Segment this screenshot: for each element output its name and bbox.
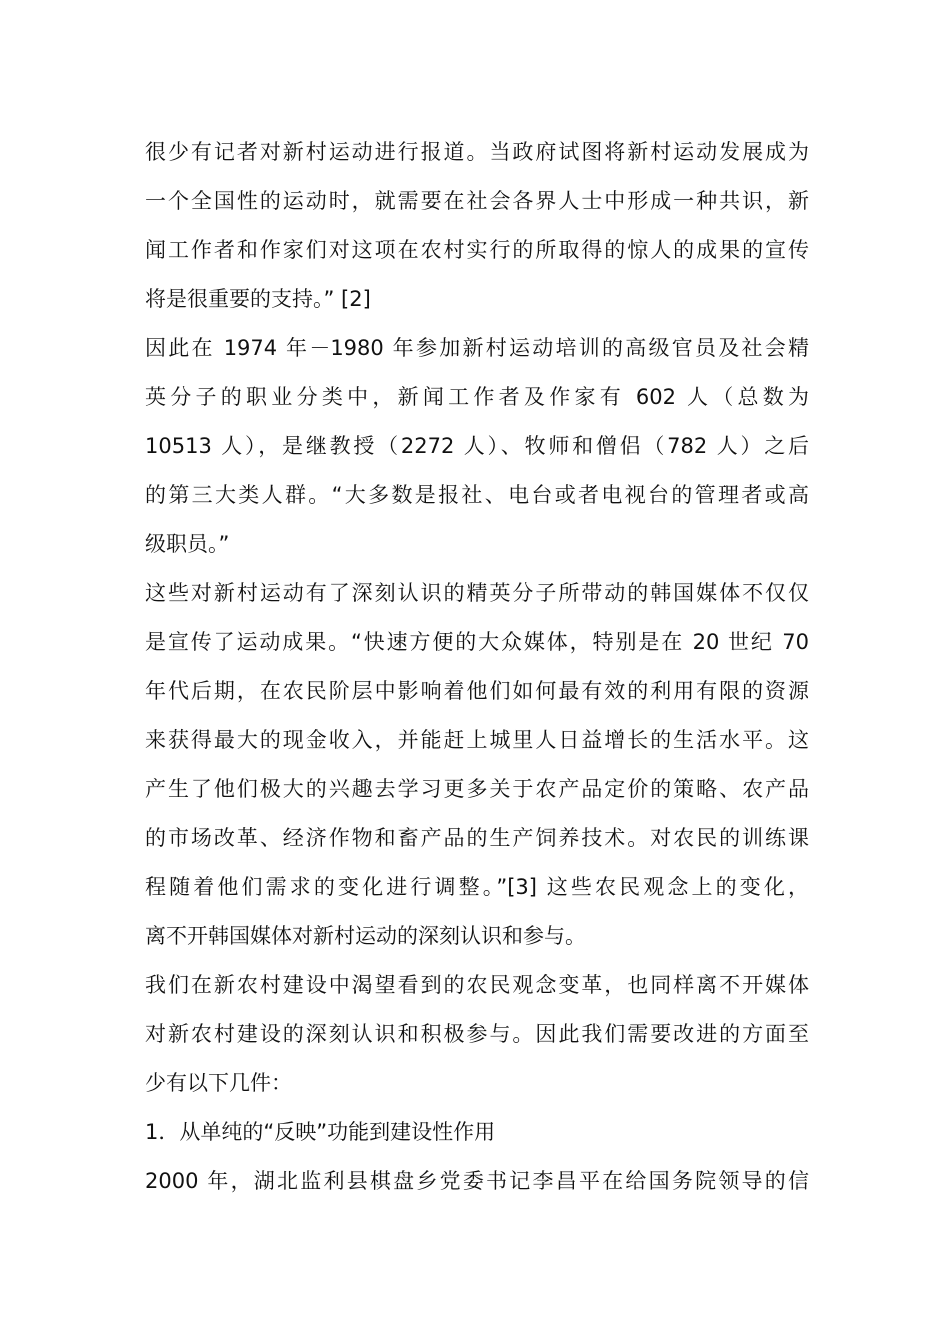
text-line: 来获得最大的现金收入，并能赶上城里人日益增长的生活水平。这 xyxy=(145,728,809,752)
text-line: 将是很重要的支持。” [2] xyxy=(145,287,371,311)
text-line: 对新农村建设的深刻认识和积极参与。因此我们需要改进的方面至 xyxy=(145,1022,809,1046)
text-line: 这些对新村运动有了深刻认识的精英分子所带动的韩国媒体不仅仅 xyxy=(145,581,809,605)
text-line: 闻工作者和作家们对这项在农村实行的所取得的惊人的成果的宣传 xyxy=(145,238,809,262)
section-heading: 1．从单纯的“反映”功能到建设性作用 xyxy=(145,1120,496,1144)
text-line: 级职员。” xyxy=(145,532,230,556)
text-line: 是宣传了运动成果。“快速方便的大众媒体，特别是在 20 世纪 70 xyxy=(145,630,809,654)
text-line: 离不开韩国媒体对新村运动的深刻认识和参与。 xyxy=(145,924,586,948)
text-line: 因此在 1974 年－1980 年参加新村运动培训的高级官员及社会精 xyxy=(145,336,809,360)
text-line: 年代后期，在农民阶层中影响着他们如何最有效的利用有限的资源 xyxy=(145,679,809,703)
text-line: 程随着他们需求的变化进行调整。”[3] 这些农民观念上的变化， xyxy=(145,875,809,899)
text-line: 10513 人），是继教授（2272 人）、牧师和僧侣（782 人）之后 xyxy=(145,434,809,458)
text-line: 产生了他们极大的兴趣去学习更多关于农产品定价的策略、农产品 xyxy=(145,777,809,801)
text-line: 我们在新农村建设中渴望看到的农民观念变革，也同样离不开媒体 xyxy=(145,973,809,997)
document-body xyxy=(145,128,809,1206)
text-line: 少有以下几件： xyxy=(145,1071,292,1095)
text-line: 英分子的职业分类中，新闻工作者及作家有 602 人（总数为 xyxy=(145,385,809,409)
text-line: 2000 年，湖北监利县棋盘乡党委书记李昌平在给国务院领导的信 xyxy=(145,1169,809,1193)
text-line: 一个全国性的运动时，就需要在社会各界人士中形成一种共识，新 xyxy=(145,189,809,213)
text-line: 很少有记者对新村运动进行报道。当政府试图将新村运动发展成为 xyxy=(145,140,809,164)
text-line: 的第三大类人群。“大多数是报社、电台或者电视台的管理者或高 xyxy=(145,483,809,507)
text-line: 的市场改革、经济作物和畜产品的生产饲养技术。对农民的训练课 xyxy=(145,826,809,850)
